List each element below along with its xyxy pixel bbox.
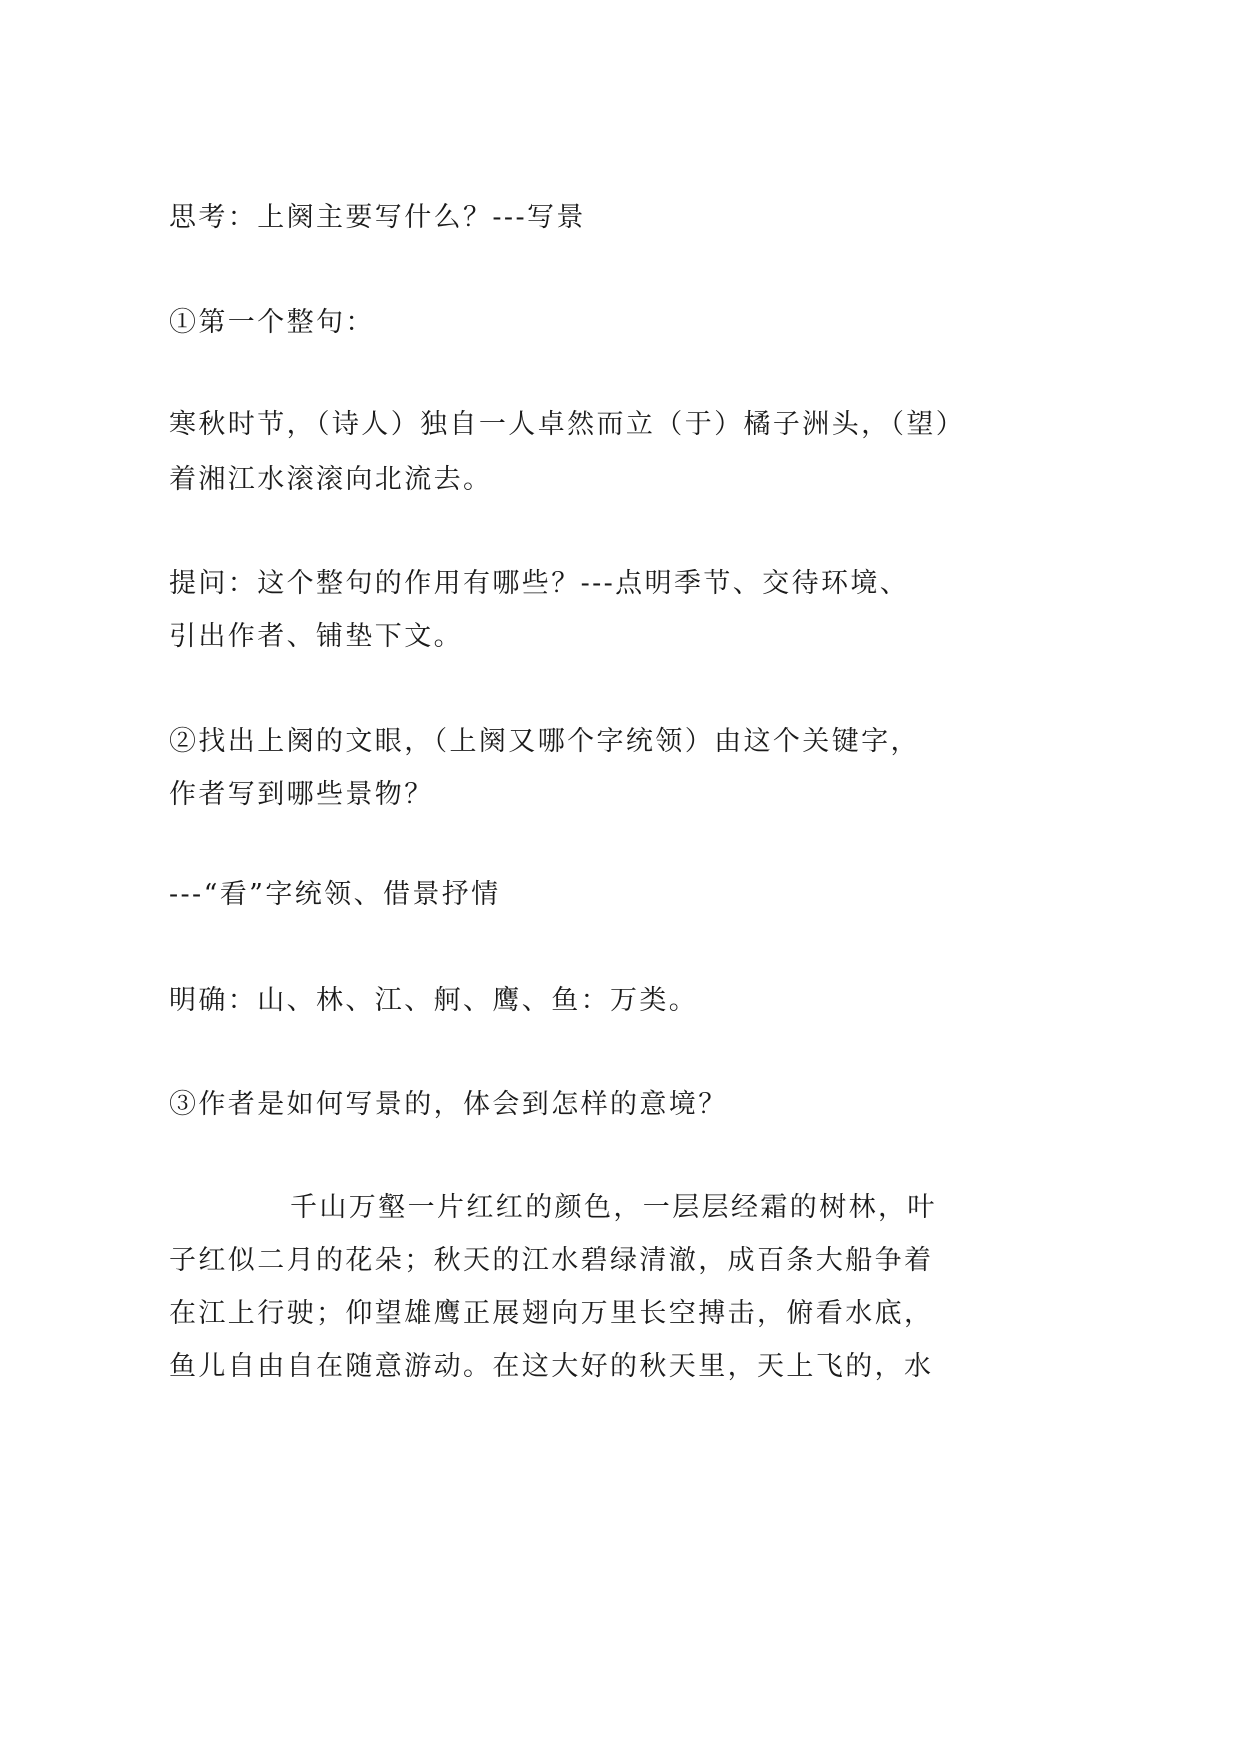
paraphrase-line-1: 寒秋时节，（诗人）独自一人卓然而立（于）橘子洲头，（望） [169,409,966,440]
description-line-1: 千山万壑一片红红的颜色，一层层经霜的树林，叶 [290,1192,937,1223]
point-3-heading: ③作者是如何写景的，体会到怎样的意境？ [169,1089,728,1120]
question-upper-stanza-theme: 思考：上阕主要写什么？---写景 [169,202,586,233]
question-sentence-function-line-1: 提问：这个整句的作用有哪些？---点明季节、交待环境、 [169,568,910,599]
answer-scenery-list: 明确：山、林、江、舸、鹰、鱼：万类。 [169,985,699,1016]
answer-key-word: ---“看”字统领、借景抒情 [169,879,501,910]
question-sentence-function-line-2: 引出作者、铺垫下文。 [169,621,463,652]
point-2-line-2: 作者写到哪些景物？ [169,779,434,810]
point-2-line-1: ②找出上阕的文眼，（上阕又哪个字统领）由这个关键字， [169,726,920,757]
description-line-3: 在江上行驶；仰望雄鹰正展翅向万里长空搏击，俯看水底， [169,1298,934,1329]
paraphrase-line-2: 着湘江水滚滚向北流去。 [169,464,493,495]
point-1-heading: ①第一个整句： [169,307,375,338]
description-line-4: 鱼儿自由自在随意游动。在这大好的秋天里，天上飞的，水 [169,1351,934,1382]
description-line-2: 子红似二月的花朵；秋天的江水碧绿清澈，成百条大船争着 [169,1245,934,1276]
